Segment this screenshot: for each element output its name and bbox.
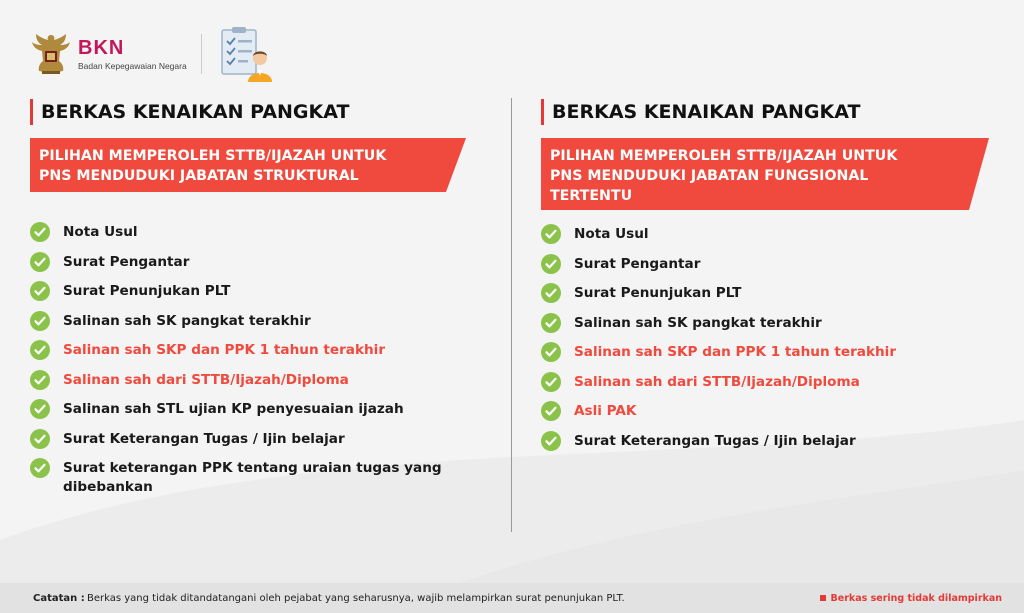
list-item (30, 222, 470, 242)
right-ribbon-line3: TERTENTU (550, 188, 633, 204)
list-item (30, 281, 470, 301)
check-circle-icon (541, 401, 561, 421)
check-circle-icon (541, 342, 561, 362)
right-column (541, 98, 1001, 460)
list-item-label: Surat Pengantar (63, 253, 190, 270)
list-item (30, 429, 470, 449)
check-circle-icon (30, 458, 50, 478)
logo-title: BKN (78, 37, 125, 59)
heading-accent-bar (541, 99, 544, 125)
check-circle-icon (541, 254, 561, 274)
right-ribbon-line2: PNS MENDUDUKI JABATAN FUNGSIONAL (550, 168, 869, 184)
list-item (30, 370, 470, 390)
list-item-label: Nota Usul (63, 224, 138, 240)
logo-subtitle: Badan Kepegawaian Negara (78, 61, 187, 71)
list-item (30, 399, 470, 419)
list-item (541, 283, 1001, 303)
left-column (30, 98, 470, 507)
left-ribbon-line2: PNS MENDUDUKI JABATAN STRUKTURAL (39, 168, 359, 184)
note-label: Catatan : (33, 592, 85, 604)
check-circle-icon (30, 370, 50, 390)
check-circle-icon (541, 313, 561, 333)
left-heading-text: BERKAS KENAIKAN PANGKAT (41, 101, 350, 123)
list-item (541, 431, 1001, 451)
heading-accent-bar (30, 99, 33, 125)
legend-square-icon (820, 595, 826, 601)
list-item-label: Surat Pengantar (574, 255, 701, 272)
list-item (30, 311, 470, 331)
list-item-label: Surat Penunjukan PLT (574, 285, 742, 301)
check-circle-icon (541, 224, 561, 244)
check-circle-icon (30, 281, 50, 301)
list-item-label: Asli PAK (574, 403, 637, 419)
check-circle-icon (30, 399, 50, 419)
right-ribbon (541, 138, 989, 210)
list-item-label: Salinan sah SK pangkat terakhir (574, 314, 822, 331)
check-circle-icon (541, 283, 561, 303)
list-item (30, 458, 470, 497)
list-item (541, 372, 1001, 392)
right-checklist (541, 224, 1001, 451)
header-divider (201, 34, 202, 74)
check-circle-icon (30, 252, 50, 272)
list-item (541, 342, 1001, 362)
legend (820, 593, 1002, 604)
list-item-label: Nota Usul (574, 226, 649, 242)
right-ribbon-line1: PILIHAN MEMPEROLEH STTB/IJAZAH UNTUK (550, 148, 898, 164)
list-item-label: Surat Keterangan Tugas / Ijin belajar (63, 430, 345, 447)
check-circle-icon (541, 372, 561, 392)
list-item-label: Salinan sah STL ujian KP penyesuaian ijazah (63, 401, 404, 417)
footer-bar (0, 583, 1024, 613)
bkn-logo (30, 28, 187, 80)
column-divider (511, 98, 512, 532)
left-ribbon-line1: PILIHAN MEMPEROLEH STTB/IJAZAH UNTUK (39, 148, 387, 164)
list-item-label: Surat Penunjukan PLT (63, 283, 231, 299)
check-circle-icon (541, 431, 561, 451)
list-item-label: Salinan sah SK pangkat terakhir (63, 312, 311, 329)
check-circle-icon (30, 429, 50, 449)
list-item-label: Surat Keterangan Tugas / Ijin belajar (574, 432, 856, 449)
list-item (541, 224, 1001, 244)
list-item (541, 313, 1001, 333)
list-item (541, 254, 1001, 274)
list-item-label: Surat keterangan PPK tentang uraian tugas yang dibebankan (63, 460, 442, 495)
legend-text: Berkas sering tidak dilampirkan (830, 592, 1002, 604)
list-item-label: Salinan sah dari STTB/Ijazah/Diploma (63, 371, 349, 388)
list-item (30, 252, 470, 272)
left-ribbon (30, 138, 466, 192)
checklist-person-icon (216, 26, 278, 84)
check-circle-icon (30, 340, 50, 360)
check-circle-icon (30, 311, 50, 331)
list-item-label: Salinan sah SKP dan PPK 1 tahun terakhir (63, 342, 386, 358)
garuda-emblem-icon (30, 31, 72, 77)
check-circle-icon (30, 222, 50, 242)
list-item-label: Salinan sah dari STTB/Ijazah/Diploma (574, 373, 860, 390)
list-item-label: Salinan sah SKP dan PPK 1 tahun terakhir (574, 344, 897, 360)
list-item (30, 340, 470, 360)
right-heading (541, 98, 1001, 126)
right-heading-text: BERKAS KENAIKAN PANGKAT (552, 101, 861, 123)
left-heading (30, 98, 470, 126)
note-text: Berkas yang tidak ditandatangani oleh pejabat yang seharusnya, wajib melampirkan surat penunjukan PLT. (87, 592, 625, 604)
list-item (541, 401, 1001, 421)
left-checklist (30, 222, 470, 497)
